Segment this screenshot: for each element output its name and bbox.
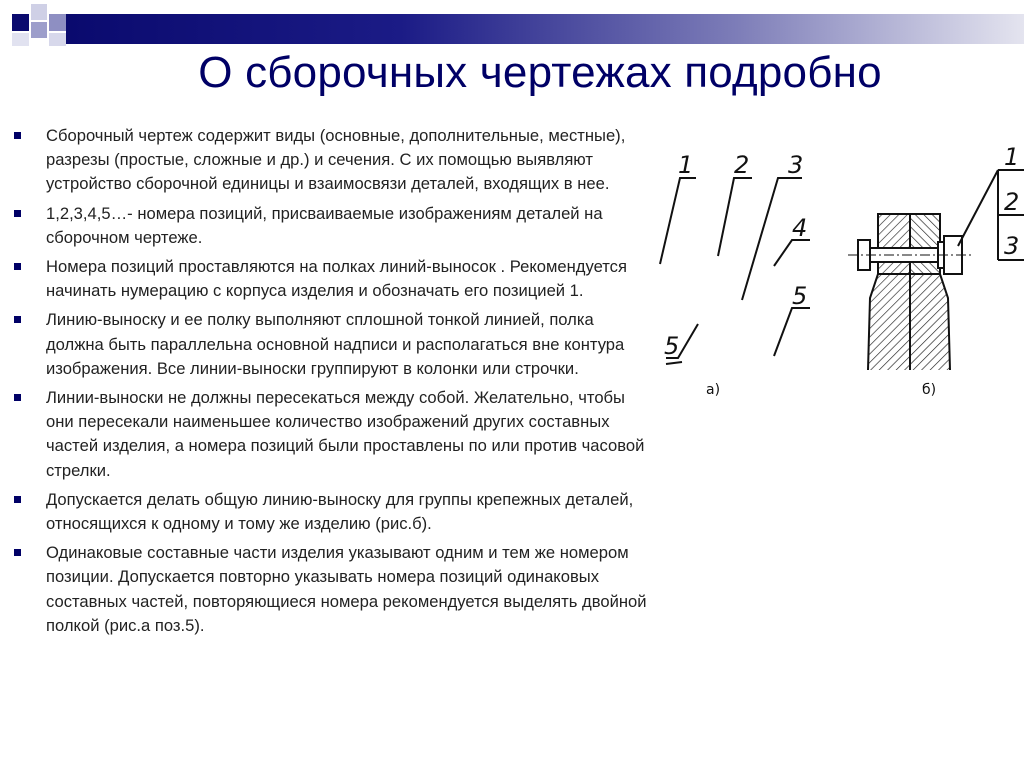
- bullet-item: [14, 202, 650, 250]
- assembly-drawing-figure: [652, 130, 1024, 410]
- figure-a-label-3: 3: [788, 151, 804, 179]
- bullet-text: Номера позиций проставляются на полках линий-выносок . Рекомендуется начинать нумерацию с корпуса изделия и обозначать его позицией 1.: [46, 257, 627, 301]
- figure-b-label-3: 3: [1004, 232, 1020, 260]
- figure-b-section: [848, 214, 974, 370]
- figure-b-label-2: 2: [1004, 188, 1020, 216]
- bullet-text: 1,2,3,4,5…- номера позиций, присваиваемые изображениям деталей на сборочном чертеже.: [46, 203, 603, 247]
- square-bullet-icon: [14, 263, 21, 270]
- figure-a-label-5-double: 5: [664, 332, 680, 360]
- decor-square: [49, 14, 66, 31]
- decor-square: [12, 33, 29, 46]
- decor-square: [49, 33, 66, 46]
- figure-b-label-1: 1: [1004, 143, 1020, 171]
- figure-a-label-2: 2: [734, 151, 750, 179]
- bullet-item: [14, 488, 650, 536]
- bullet-text: Линии-выноски не должны пересекаться между собой. Желательно, чтобы они пересекали наименьшее количество изображений других составных частей изделия, а номера позиций были проставлены по или против часовой стрелки.: [46, 388, 645, 480]
- decor-square: [12, 14, 29, 31]
- bullet-text: Одинаковые составные части изделия указывают одним и тем же номером позиции. Допускается повторно указывать номера позиций одинаковых составных частей, повторяющиеся номера рекомендуется выделять двойной полкой (рис.а поз.5).: [46, 543, 647, 635]
- bullet-text: Допускается делать общую линию-выноску для группы крепежных деталей, относящихся к одному и тому же изделию (рис.б).: [46, 489, 634, 534]
- header-band: [0, 0, 1024, 46]
- bullet-item: [14, 308, 650, 381]
- figure-b-caption: б): [922, 382, 937, 398]
- bullet-text: Линию-выноску и ее полку выполняют сплошной тонкой линией, полка должна быть параллельна основной надписи и располагаться вне контура изображения. Все линии-выноски группируют в колонки или строчки.: [46, 310, 625, 378]
- bullet-item: [14, 255, 650, 303]
- figure-a-label-5: 5: [792, 282, 808, 310]
- bullet-item: [14, 541, 650, 638]
- upper-part-left: [878, 214, 910, 274]
- figure-a-caption: а): [706, 382, 721, 398]
- slide-title: О сборочных чертежах подробно: [198, 48, 882, 97]
- figure-a-leaders: [660, 178, 810, 364]
- square-bullet-icon: [14, 132, 21, 139]
- title-bar: [66, 14, 1024, 44]
- square-bullet-icon: [14, 316, 21, 323]
- bullet-list: [14, 124, 650, 643]
- square-bullet-icon: [14, 394, 21, 401]
- figure-a-label-1: 1: [678, 151, 694, 179]
- bullet-text: Сборочный чертеж содержит виды (основные, дополнительные, местные), разрезы (простые, сложные и др.) и сечения. С их помощью выявляют устройство сборочной единицы и взаимосвязи деталей, входящих в нее.: [46, 126, 626, 194]
- square-bullet-icon: [14, 210, 21, 217]
- square-bullet-icon: [14, 549, 21, 556]
- decor-square: [31, 22, 47, 38]
- decor-square: [31, 4, 47, 20]
- figure-a-label-4: 4: [792, 214, 808, 242]
- square-bullet-icon: [14, 496, 21, 503]
- upper-part-right: [910, 214, 940, 274]
- bullet-item: [14, 386, 650, 483]
- bullet-item: [14, 124, 650, 197]
